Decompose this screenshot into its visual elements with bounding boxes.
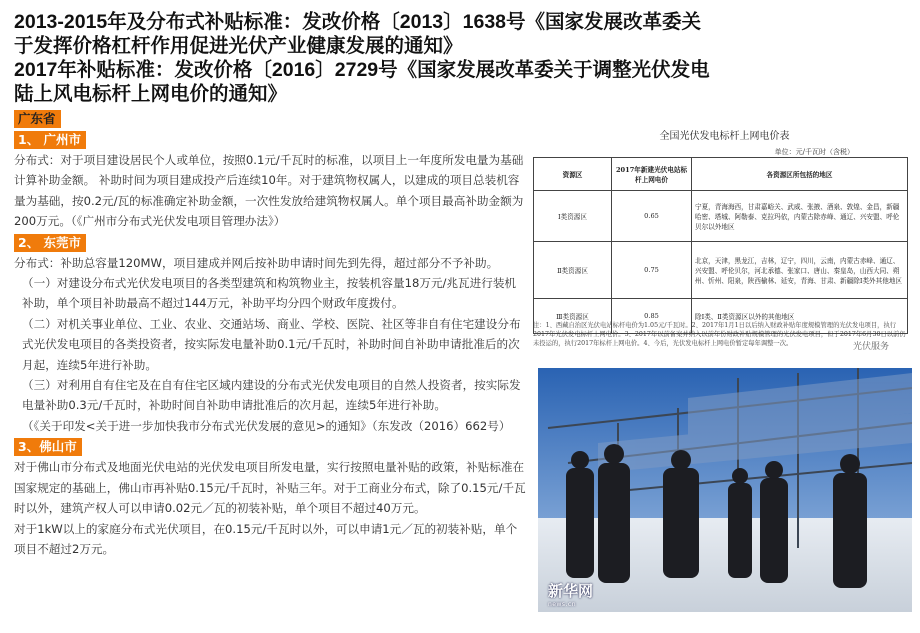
province-tag: 广东省 — [14, 110, 61, 128]
foshan-text-1: 对于佛山市分布式及地面光伏电站的光伏发电项目所发电量，实行按照电量补贴的政策，补贴标准在国家规定的基础上，佛山市再补贴0.15元/千瓦时，补贴三年。对于工商业分布式，除了0.15元/千瓦时以外，建筑产权人可以申请0.02元／瓦的初装补贴，单个项目不超过40万元。 — [14, 460, 526, 516]
dongguan-item-1: （一）对建设分布式光伏发电项目的各类型建筑和构筑物业主，按装机容量18万元/兆瓦进行装机补助，单个项目补助最高不超过144万元，补助平均分四个财政年度拨付。 — [22, 276, 517, 311]
table-header-cell: 资源区 — [534, 158, 612, 191]
guangzhou-text: 分布式：对于项目建设居民个人或单位，按照0.1元/千瓦时的标准，以项目上一年度所发电量为基础计算补助金额。 补助时间为项目建成投产后连续10年。对于建筑物权属人，以建成的项目总装机容量为基础，按0.2元/瓦的标准确定补助金额，一次性发放给建筑物权属人。单个项目最高补助金额为200万元。（《广州市分布式光伏发电项目管理办法》） — [14, 153, 524, 229]
dongguan-item-3: （三）对利用自有住宅及在自有住宅区域内建设的分布式光伏发电项目的自然人投资者，按实际发电量补助0.3元/千瓦时，补助时间自补助申请批准后的次月起，连续5年进行补助。 — [22, 378, 521, 413]
photo-credit — [548, 580, 593, 608]
table-header-cell: 2017年新建光伏电站标杆上网电价 — [612, 158, 692, 191]
table-header-row — [534, 158, 908, 191]
table-title: 全国光伏发电标杆上网电价表 — [659, 131, 790, 142]
section-tag-guangzhou: 1、 广州市 — [14, 131, 86, 149]
table-cell: 除Ⅰ类、Ⅱ类资源区以外的其他地区 — [692, 299, 908, 334]
table-row — [534, 242, 908, 299]
solar-field-photo — [538, 368, 912, 612]
news-photo — [538, 368, 912, 612]
page-title — [14, 10, 774, 106]
table-cell: Ⅰ类资源区 — [534, 191, 612, 242]
price-table — [533, 157, 908, 334]
section-tag-foshan: 3、佛山市 — [14, 438, 82, 456]
table-row — [534, 191, 908, 242]
title-line-1: 2013-2015年及分布式补贴标准：发改价格〔2013〕1638号《国家发展改革委关 — [14, 11, 702, 33]
section-tag-dongguan: 2、 东莞市 — [14, 234, 86, 252]
title-line-3: 2017年补贴标准：发改价格〔2016〕2729号《国家发展改革委关于调整光伏发电 — [14, 59, 710, 81]
price-table-image — [533, 121, 916, 365]
table-header-cell: 各资源区所包括的地区 — [692, 158, 908, 191]
table-cell: 北京，天津，黑龙江，吉林，辽宁，四川，云南，内蒙古赤峰、通辽、兴安盟、呼伦贝尔，河北承德、张家口、唐山、秦皇岛，山西大同、朔州、忻州、阳泉，陕西榆林、延安，青海、甘肃、新疆除Ⅰ类外其他地区 — [692, 242, 908, 299]
watermark-text: 光伏服务 — [853, 342, 890, 352]
table-cell: Ⅲ类资源区 — [534, 299, 612, 334]
table-note: 注：1、西藏自治区光伏电站标杆电价为1.05元/千瓦时。2、2017年1月1日以后纳入财政补贴年度规模管理的光伏发电项目，执行2017年光伏发电标杆上网电价。3、2017年以前备案并纳入以前年份财政补贴规模管理的光伏发电项目，但于2017年6月30日以前仍未投运的，执行2017年标杆上网电价。4、今后，光伏发电标杆上网电价暂定每年调整一次。 — [533, 322, 906, 347]
table-cell: 0.65 — [612, 191, 692, 242]
table-unit: 单位：元/千瓦时（含税） — [774, 148, 854, 156]
photo-credit-sublabel: news.cn — [548, 601, 577, 608]
table-cell: 宁夏，青海海西，甘肃嘉峪关、武威、张掖、酒泉、敦煌、金昌，新疆哈密、塔城、阿勒泰、克拉玛依，内蒙古除赤峰、通辽、兴安盟、呼伦贝尔以外地区 — [692, 191, 908, 242]
foshan-text-2: 对于1kW以上的家庭分布式光伏项目，在0.15元/千瓦时以外，可以申请1元／瓦的初装补贴，单个项目不超过2万元。 — [14, 521, 518, 556]
table-cell: 0.75 — [612, 242, 692, 299]
table-cell: 0.85 — [612, 299, 692, 334]
photo-credit-label: 新华网 — [548, 582, 594, 600]
dongguan-summary: 分布式：补助总容量120MW，项目建成并网后按补助申请时间先到先得，超过部分不予补助。 — [14, 255, 499, 270]
dongguan-item-2: （二）对机关事业单位、工业、农业、交通站场、商业、学校、医院、社区等非自有住宅建设分布式光伏发电项目的各类投资者，按实际发电量补助0.1元/千瓦时，补助时间自补助申请批准后的次月起，连续5年进行补助。 — [22, 316, 521, 372]
dongguan-source: （《关于印发<关于进一步加快我市分布式光伏发展的意见>的通知》（东发改（2016）662号） — [22, 418, 511, 433]
title-line-2: 于发挥价格杠杆作用促进光伏产业健康发展的通知》 — [14, 35, 463, 57]
policy-content — [14, 108, 526, 559]
table-cell: Ⅱ类资源区 — [534, 242, 612, 299]
title-line-4: 陆上风电标杆上网电价的通知》 — [14, 83, 288, 105]
